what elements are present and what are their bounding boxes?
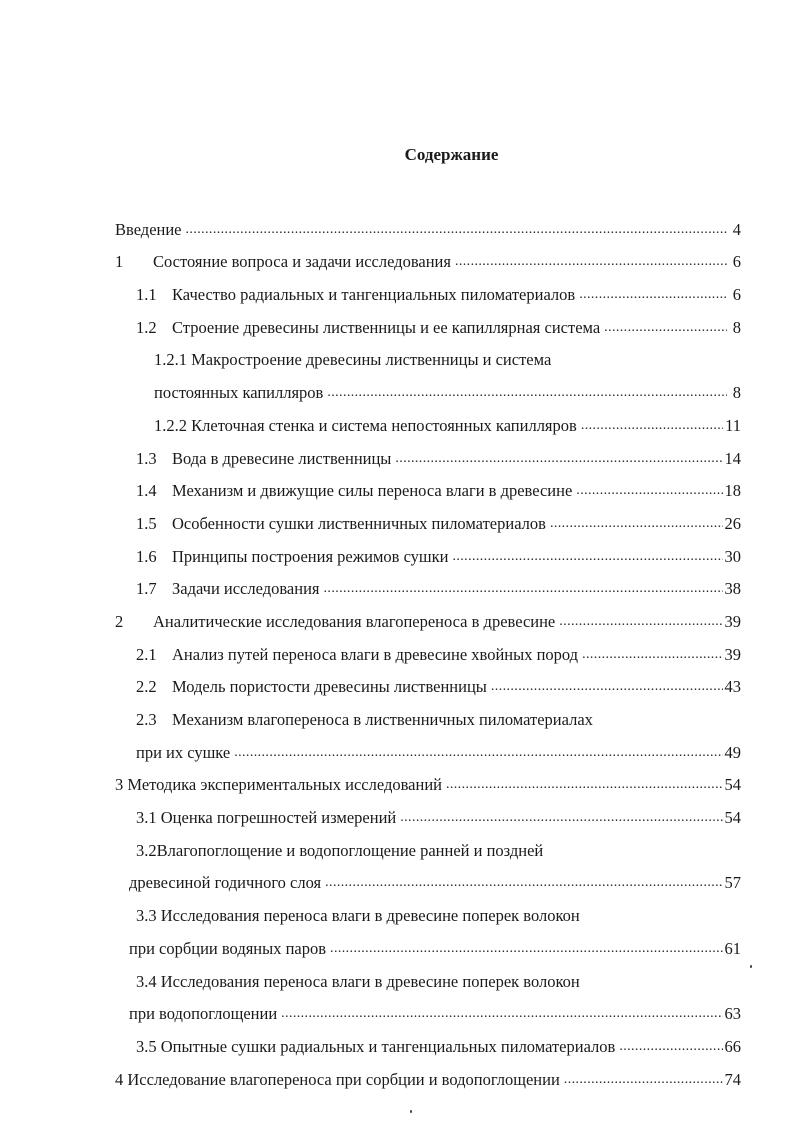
toc-entry-number: 2 xyxy=(115,611,124,631)
toc-page-number: 8 xyxy=(732,317,741,337)
toc-entry-continuation[interactable] xyxy=(115,993,741,1026)
toc-entry[interactable] xyxy=(115,208,741,241)
toc-entry[interactable] xyxy=(115,600,741,633)
toc-entry[interactable] xyxy=(115,470,741,503)
dot-leader xyxy=(582,644,722,666)
toc-entry[interactable] xyxy=(115,698,741,731)
toc-entry-text: 3 Методика экспериментальных исследований xyxy=(115,775,442,795)
toc-entry[interactable] xyxy=(115,1025,741,1058)
toc-page-number: 74 xyxy=(724,1069,741,1089)
toc-entry-text: Особенности сушки лиственничных пиломатериалов xyxy=(172,513,546,533)
dot-leader xyxy=(619,1036,722,1058)
dot-leader xyxy=(604,317,727,339)
toc-entry-number: 1.7 xyxy=(136,579,157,599)
toc-entry[interactable] xyxy=(115,894,741,927)
toc-entry-continuation[interactable] xyxy=(115,371,741,404)
dot-leader xyxy=(581,415,723,437)
dot-leader xyxy=(327,382,727,404)
toc-entry-text: 3.4 Исследования переноса влаги в древесине поперек волокон xyxy=(136,971,580,991)
toc-entry-number: 2.1 xyxy=(136,644,157,664)
toc-page-number: 6 xyxy=(732,252,741,272)
toc-entry-text: 3.1 Оценка погрешностей измерений xyxy=(136,808,397,828)
toc-entry-text: 3.3 Исследования переноса влаги в древесине поперек волокон xyxy=(136,906,580,926)
toc-entry-text: Механизм и движущие силы переноса влаги в древесине xyxy=(172,481,573,501)
toc-entry-number: 1.1 xyxy=(136,285,157,305)
dot-leader xyxy=(576,480,722,502)
toc-entry-number: 1.4 xyxy=(136,481,157,501)
toc-entry-number: 2.2 xyxy=(136,677,157,697)
toc-entry-text: Механизм влагопереноса в лиственничных пиломатериалах xyxy=(172,710,593,729)
toc-entry-text: Вода в древесине лиственницы xyxy=(172,448,392,468)
toc-page-number: 8 xyxy=(732,383,741,403)
dot-leader xyxy=(446,774,723,796)
scan-speck xyxy=(750,965,752,968)
toc-entry-text: Состояние вопроса и задачи исследования xyxy=(153,252,451,272)
toc-entry-text: Строение древесины лиственницы и ее капиллярная система xyxy=(172,317,601,337)
table-of-contents xyxy=(115,208,741,1091)
toc-entry-text: при водопоглощении xyxy=(129,1004,278,1024)
toc-entry-number: 1 xyxy=(115,252,124,272)
toc-entry-number: 1.2 xyxy=(136,317,157,337)
toc-entry-number: 1.3 xyxy=(136,448,157,468)
dot-leader xyxy=(324,578,723,600)
toc-entry-text: Качество радиальных и тангенциальных пиломатериалов xyxy=(172,285,576,305)
toc-entry[interactable] xyxy=(115,241,741,274)
toc-entry-number: 1.6 xyxy=(136,546,157,566)
toc-page-number: 57 xyxy=(724,873,741,893)
toc-page-number: 6 xyxy=(732,285,741,305)
toc-entry-continuation[interactable] xyxy=(115,731,741,764)
dot-leader xyxy=(559,611,722,633)
toc-entry[interactable] xyxy=(115,273,741,306)
toc-page-number: 54 xyxy=(724,808,741,828)
scan-speck xyxy=(410,1110,412,1113)
toc-entry[interactable] xyxy=(115,339,741,372)
toc-entry[interactable] xyxy=(115,633,741,666)
toc-page-number: 26 xyxy=(724,513,741,533)
toc-entry[interactable] xyxy=(115,568,741,601)
dot-leader xyxy=(564,1069,723,1091)
page-title: Содержание xyxy=(404,145,499,164)
toc-page-number: 66 xyxy=(724,1036,741,1056)
toc-page-number: 4 xyxy=(732,219,741,239)
dot-leader xyxy=(455,251,727,273)
toc-page-number: 54 xyxy=(724,775,741,795)
toc-entry-text: 3.5 Опытные сушки радиальных и тангенциальных пиломатериалов xyxy=(136,1036,616,1056)
dot-leader xyxy=(281,1003,722,1025)
toc-entry-text: 1.2.1 Макростроение древесины лиственницы и система xyxy=(154,350,552,370)
dot-leader xyxy=(234,742,722,764)
toc-entry[interactable] xyxy=(115,306,741,339)
toc-entry-text: 1.2.2 Клеточная стенка и система непостоянных капилляров xyxy=(154,415,577,435)
dot-leader xyxy=(579,284,727,306)
toc-page-number: 39 xyxy=(724,611,741,631)
toc-entry-text: Задачи исследования xyxy=(172,579,320,599)
toc-entry[interactable] xyxy=(115,535,741,568)
toc-page-number: 61 xyxy=(724,938,741,958)
toc-entry-text: 3.2Влагопоглощение и водопоглощение ранней и поздней xyxy=(136,840,544,860)
toc-entry-text: древесиной годичного слоя xyxy=(129,873,322,893)
toc-entry[interactable] xyxy=(115,829,741,862)
toc-entry-text: 4 Исследование влагопереноса при сорбции и водопоглощении xyxy=(115,1069,560,1089)
toc-page-number: 18 xyxy=(724,481,741,501)
dot-leader xyxy=(325,872,722,894)
toc-entry-number: 2.3 xyxy=(136,710,157,729)
toc-page-number: 30 xyxy=(724,546,741,566)
dot-leader xyxy=(550,513,723,535)
toc-entry-text: постоянных капилляров xyxy=(154,383,324,403)
dot-leader xyxy=(186,219,727,241)
toc-entry-text: Анализ путей переноса влаги в древесине хвойных пород xyxy=(172,644,579,664)
toc-entry-text: Аналитические исследования влагопереноса в древесине xyxy=(153,611,556,631)
toc-entry-continuation[interactable] xyxy=(115,862,741,895)
toc-page-number: 39 xyxy=(724,644,741,664)
dot-leader xyxy=(491,676,723,698)
toc-entry-number: 1.5 xyxy=(136,513,157,533)
dot-leader xyxy=(330,938,722,960)
toc-entry[interactable] xyxy=(115,437,741,470)
toc-entry[interactable] xyxy=(115,960,741,993)
toc-page-number: 63 xyxy=(724,1004,741,1024)
toc-entry[interactable] xyxy=(115,796,741,829)
dot-leader xyxy=(400,807,722,829)
toc-entry[interactable] xyxy=(115,502,741,535)
toc-entry-text: при их сушке xyxy=(136,742,231,762)
dot-leader xyxy=(452,546,722,568)
toc-page-number: 49 xyxy=(724,742,741,762)
toc-entry[interactable] xyxy=(115,666,741,699)
toc-entry-text: Принципы построения режимов сушки xyxy=(172,546,449,566)
toc-entry-continuation[interactable] xyxy=(115,927,741,960)
toc-page-number: 43 xyxy=(724,677,741,697)
toc-page-number: 11 xyxy=(725,415,741,435)
toc-entry[interactable] xyxy=(115,404,741,437)
toc-entry[interactable] xyxy=(115,1058,741,1091)
toc-page-number: 14 xyxy=(724,448,741,468)
toc-entry[interactable] xyxy=(115,764,741,797)
dot-leader xyxy=(395,448,722,470)
toc-page-number: 38 xyxy=(724,579,741,599)
toc-entry-text: Модель пористости древесины лиственницы xyxy=(172,677,487,697)
toc-entry-text: при сорбции водяных паров xyxy=(129,938,327,958)
toc-entry-text: Введение xyxy=(115,219,182,239)
